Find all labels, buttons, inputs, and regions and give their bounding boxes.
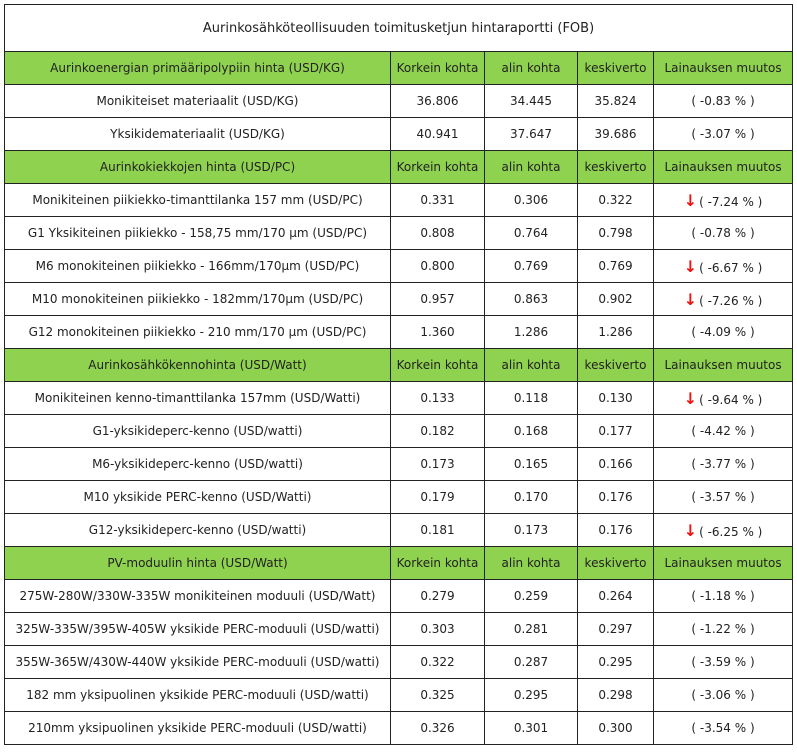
item-name: Monikiteiset materiaalit (USD/KG) <box>5 85 391 118</box>
column-header-average: keskiverto <box>578 151 654 184</box>
down-arrow-icon: ↓ <box>683 520 698 540</box>
change-value: ( -9.64 % ) <box>699 392 763 407</box>
change-value: ( -3.06 % ) <box>691 688 755 702</box>
average-value: 0.176 <box>578 514 654 547</box>
report-title: Aurinkosähköteollisuuden toimitusketjun hintaraportti (FOB) <box>5 5 793 52</box>
table-row <box>5 712 793 745</box>
item-name: 325W-335W/395W-405W yksikide PERC-moduuli (USD/watti) <box>5 613 391 646</box>
change-value: ( -3.59 % ) <box>691 655 755 669</box>
change-value: ( -0.78 % ) <box>691 226 755 240</box>
high-value: 0.133 <box>391 382 485 415</box>
section-name: Aurinkosähkökennohinta (USD/Watt) <box>5 349 391 382</box>
down-arrow-icon: ↓ <box>683 289 698 309</box>
table-row <box>5 679 793 712</box>
table-row <box>5 448 793 481</box>
section-header-row <box>5 547 793 580</box>
low-value: 0.165 <box>485 448 578 481</box>
change-value: ( -0.83 % ) <box>691 94 755 108</box>
table-row <box>5 481 793 514</box>
change-value: ( -4.42 % ) <box>691 424 755 438</box>
change-value: ( -3.07 % ) <box>691 127 755 141</box>
table-row <box>5 118 793 151</box>
change-cell <box>654 316 793 349</box>
change-cell <box>654 217 793 250</box>
column-header-change: Lainauksen muutos <box>654 151 793 184</box>
section-name: Aurinkokiekkojen hinta (USD/PC) <box>5 151 391 184</box>
table-row <box>5 613 793 646</box>
column-header-high: Korkein kohta <box>391 151 485 184</box>
column-header-low: alin kohta <box>485 52 578 85</box>
low-value: 34.445 <box>485 85 578 118</box>
table-row <box>5 217 793 250</box>
item-name: G12 monokiteinen piikiekko - 210 mm/170 μm (USD/PC) <box>5 316 391 349</box>
average-value: 35.824 <box>578 85 654 118</box>
average-value: 0.300 <box>578 712 654 745</box>
table-row <box>5 316 793 349</box>
low-value: 0.118 <box>485 382 578 415</box>
section-header-row <box>5 151 793 184</box>
change-cell <box>654 712 793 745</box>
average-value: 0.298 <box>578 679 654 712</box>
item-name: M10 monokiteinen piikiekko - 182mm/170μm (USD/PC) <box>5 283 391 316</box>
table-row <box>5 283 793 316</box>
high-value: 0.322 <box>391 646 485 679</box>
high-value: 0.173 <box>391 448 485 481</box>
change-cell <box>654 679 793 712</box>
low-value: 0.764 <box>485 217 578 250</box>
down-arrow-icon: ↓ <box>683 256 698 276</box>
change-value: ( -6.67 % ) <box>699 260 763 275</box>
change-value: ( -3.77 % ) <box>691 457 755 471</box>
high-value: 0.331 <box>391 184 485 217</box>
change-cell <box>654 646 793 679</box>
average-value: 0.322 <box>578 184 654 217</box>
low-value: 0.301 <box>485 712 578 745</box>
table-row <box>5 382 793 415</box>
table-row <box>5 514 793 547</box>
high-value: 0.957 <box>391 283 485 316</box>
table-row <box>5 85 793 118</box>
table-row <box>5 646 793 679</box>
average-value: 0.176 <box>578 481 654 514</box>
average-value: 39.686 <box>578 118 654 151</box>
item-name: Monikiteinen piikiekko-timanttilanka 157 mm (USD/PC) <box>5 184 391 217</box>
change-value: ( -3.57 % ) <box>691 490 755 504</box>
low-value: 0.287 <box>485 646 578 679</box>
high-value: 0.326 <box>391 712 485 745</box>
item-name: M10 yksikide PERC-kenno (USD/Watti) <box>5 481 391 514</box>
item-name: Monikiteinen kenno-timanttilanka 157mm (USD/Watti) <box>5 382 391 415</box>
change-value: ( -7.26 % ) <box>699 293 763 308</box>
change-cell <box>654 118 793 151</box>
change-value: ( -4.09 % ) <box>691 325 755 339</box>
column-header-change: Lainauksen muutos <box>654 547 793 580</box>
column-header-average: keskiverto <box>578 52 654 85</box>
item-name: G12-yksikideperc-kenno (USD/watti) <box>5 514 391 547</box>
column-header-change: Lainauksen muutos <box>654 52 793 85</box>
low-value: 0.170 <box>485 481 578 514</box>
column-header-high: Korkein kohta <box>391 349 485 382</box>
high-value: 0.179 <box>391 481 485 514</box>
high-value: 0.181 <box>391 514 485 547</box>
item-name: 182 mm yksipuolinen yksikide PERC-moduuli (USD/watti) <box>5 679 391 712</box>
high-value: 0.279 <box>391 580 485 613</box>
high-value: 0.325 <box>391 679 485 712</box>
column-header-change: Lainauksen muutos <box>654 349 793 382</box>
item-name: G1 Yksikiteinen piikiekko - 158,75 mm/170 μm (USD/PC) <box>5 217 391 250</box>
column-header-low: alin kohta <box>485 151 578 184</box>
table-row <box>5 184 793 217</box>
average-value: 0.297 <box>578 613 654 646</box>
change-value: ( -1.18 % ) <box>691 589 755 603</box>
table-row <box>5 250 793 283</box>
average-value: 0.130 <box>578 382 654 415</box>
average-value: 0.798 <box>578 217 654 250</box>
section-header-row <box>5 52 793 85</box>
high-value: 1.360 <box>391 316 485 349</box>
change-cell <box>654 580 793 613</box>
low-value: 0.168 <box>485 415 578 448</box>
section-name: PV-moduulin hinta (USD/Watt) <box>5 547 391 580</box>
item-name: 210mm yksipuolinen yksikide PERC-moduuli (USD/watti) <box>5 712 391 745</box>
high-value: 0.808 <box>391 217 485 250</box>
low-value: 0.259 <box>485 580 578 613</box>
low-value: 0.306 <box>485 184 578 217</box>
table-row <box>5 415 793 448</box>
low-value: 0.769 <box>485 250 578 283</box>
average-value: 0.295 <box>578 646 654 679</box>
column-header-average: keskiverto <box>578 547 654 580</box>
item-name: 355W-365W/430W-440W yksikide PERC-moduuli (USD/watti) <box>5 646 391 679</box>
change-value: ( -3.54 % ) <box>691 721 755 735</box>
low-value: 37.647 <box>485 118 578 151</box>
column-header-average: keskiverto <box>578 349 654 382</box>
column-header-low: alin kohta <box>485 349 578 382</box>
low-value: 0.173 <box>485 514 578 547</box>
item-name: 275W-280W/330W-335W monikiteinen moduuli (USD/Watt) <box>5 580 391 613</box>
section-header-row <box>5 349 793 382</box>
low-value: 0.281 <box>485 613 578 646</box>
change-cell <box>654 382 793 415</box>
down-arrow-icon: ↓ <box>683 388 698 408</box>
section-name: Aurinkoenergian primääripolypiin hinta (USD/KG) <box>5 52 391 85</box>
low-value: 0.295 <box>485 679 578 712</box>
item-name: Yksikidemateriaalit (USD/KG) <box>5 118 391 151</box>
change-value: ( -7.24 % ) <box>699 194 763 209</box>
average-value: 0.902 <box>578 283 654 316</box>
average-value: 0.264 <box>578 580 654 613</box>
average-value: 0.166 <box>578 448 654 481</box>
change-value: ( -6.25 % ) <box>699 524 763 539</box>
change-cell <box>654 481 793 514</box>
change-cell <box>654 514 793 547</box>
high-value: 36.806 <box>391 85 485 118</box>
low-value: 1.286 <box>485 316 578 349</box>
item-name: G1-yksikideperc-kenno (USD/watti) <box>5 415 391 448</box>
item-name: M6 monokiteinen piikiekko - 166mm/170μm (USD/PC) <box>5 250 391 283</box>
change-cell <box>654 250 793 283</box>
title-row <box>5 5 793 52</box>
change-cell <box>654 184 793 217</box>
change-cell <box>654 415 793 448</box>
column-header-low: alin kohta <box>485 547 578 580</box>
change-cell <box>654 85 793 118</box>
average-value: 0.177 <box>578 415 654 448</box>
high-value: 40.941 <box>391 118 485 151</box>
table-row <box>5 580 793 613</box>
column-header-high: Korkein kohta <box>391 52 485 85</box>
change-cell <box>654 613 793 646</box>
change-value: ( -1.22 % ) <box>691 622 755 636</box>
average-value: 0.769 <box>578 250 654 283</box>
price-report-table <box>4 4 793 745</box>
high-value: 0.182 <box>391 415 485 448</box>
item-name: M6-yksikideperc-kenno (USD/watti) <box>5 448 391 481</box>
change-cell <box>654 283 793 316</box>
low-value: 0.863 <box>485 283 578 316</box>
high-value: 0.303 <box>391 613 485 646</box>
average-value: 1.286 <box>578 316 654 349</box>
change-cell <box>654 448 793 481</box>
column-header-high: Korkein kohta <box>391 547 485 580</box>
down-arrow-icon: ↓ <box>683 190 698 210</box>
high-value: 0.800 <box>391 250 485 283</box>
